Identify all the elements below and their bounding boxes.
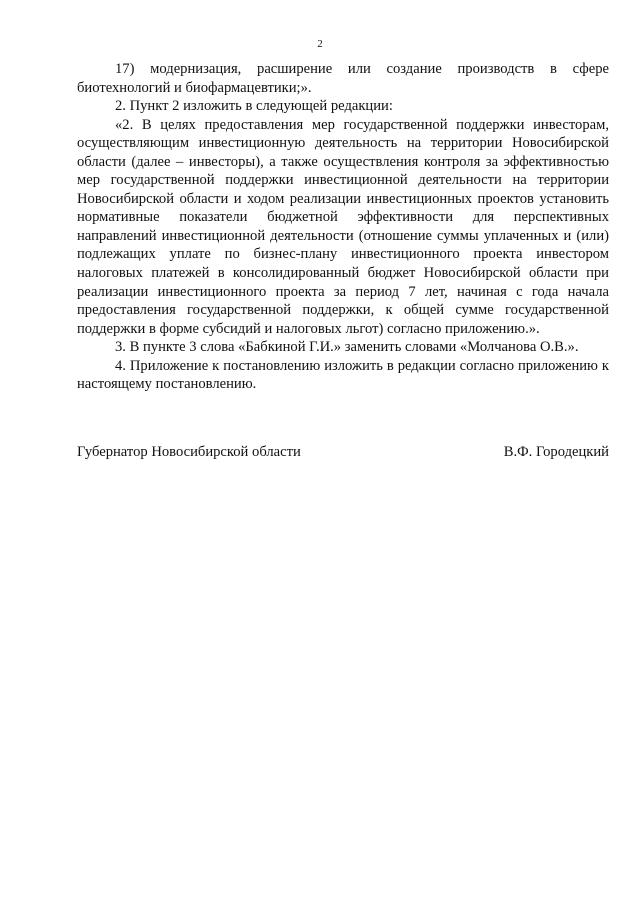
paragraph-point-2: 2. Пункт 2 изложить в следующей редакции:: [115, 98, 393, 115]
paragraph-point-3: 3. В пункте 3 слова «Бабкиной Г.И.» заменить словами «Молчанова О.В.».: [115, 339, 579, 356]
paragraph-point-2-text: «2. В целях предоставления мер государственной поддержки инвесторам, осуществляющим инвестиционную деятельность на территории Новосибирской области (далее – инвесторы), а также осуществления контроля за эффективностью мер государственной поддержки инвестиционной деятельности на территории Новосибирской области и ходом реализации инвестиционных проектов установить нормативные показатели бюджетной эффективности для перспективных направлений инвестиционной деятельности (отношение суммы уплаченных и (или) подлежащих уплате по бизнес-плану инвестиционного проекта инвестором налоговых платежей в консолидированный бюджет Новосибирской области при реализации инвестиционного проекта за период 7 лет, начиная с года начала предоставления государственной поддержки, к общей сумме государственной поддержки в форме субсидий и налоговых льгот) согласно приложению.».: [77, 116, 609, 337]
signatory-position: Губернатор Новосибирской области: [77, 444, 301, 460]
paragraph-item-17: 17) модернизация, расширение или создание производств в сфере биотехнологий и биофармацевтики;».: [77, 61, 609, 96]
page-number: 2: [317, 38, 323, 50]
signatory-name: В.Ф. Городецкий: [503, 444, 609, 460]
paragraph-point-4: 4. Приложение к постановлению изложить в редакции согласно приложению к настоящему постановлению.: [77, 357, 609, 393]
document-body: [77, 60, 609, 394]
